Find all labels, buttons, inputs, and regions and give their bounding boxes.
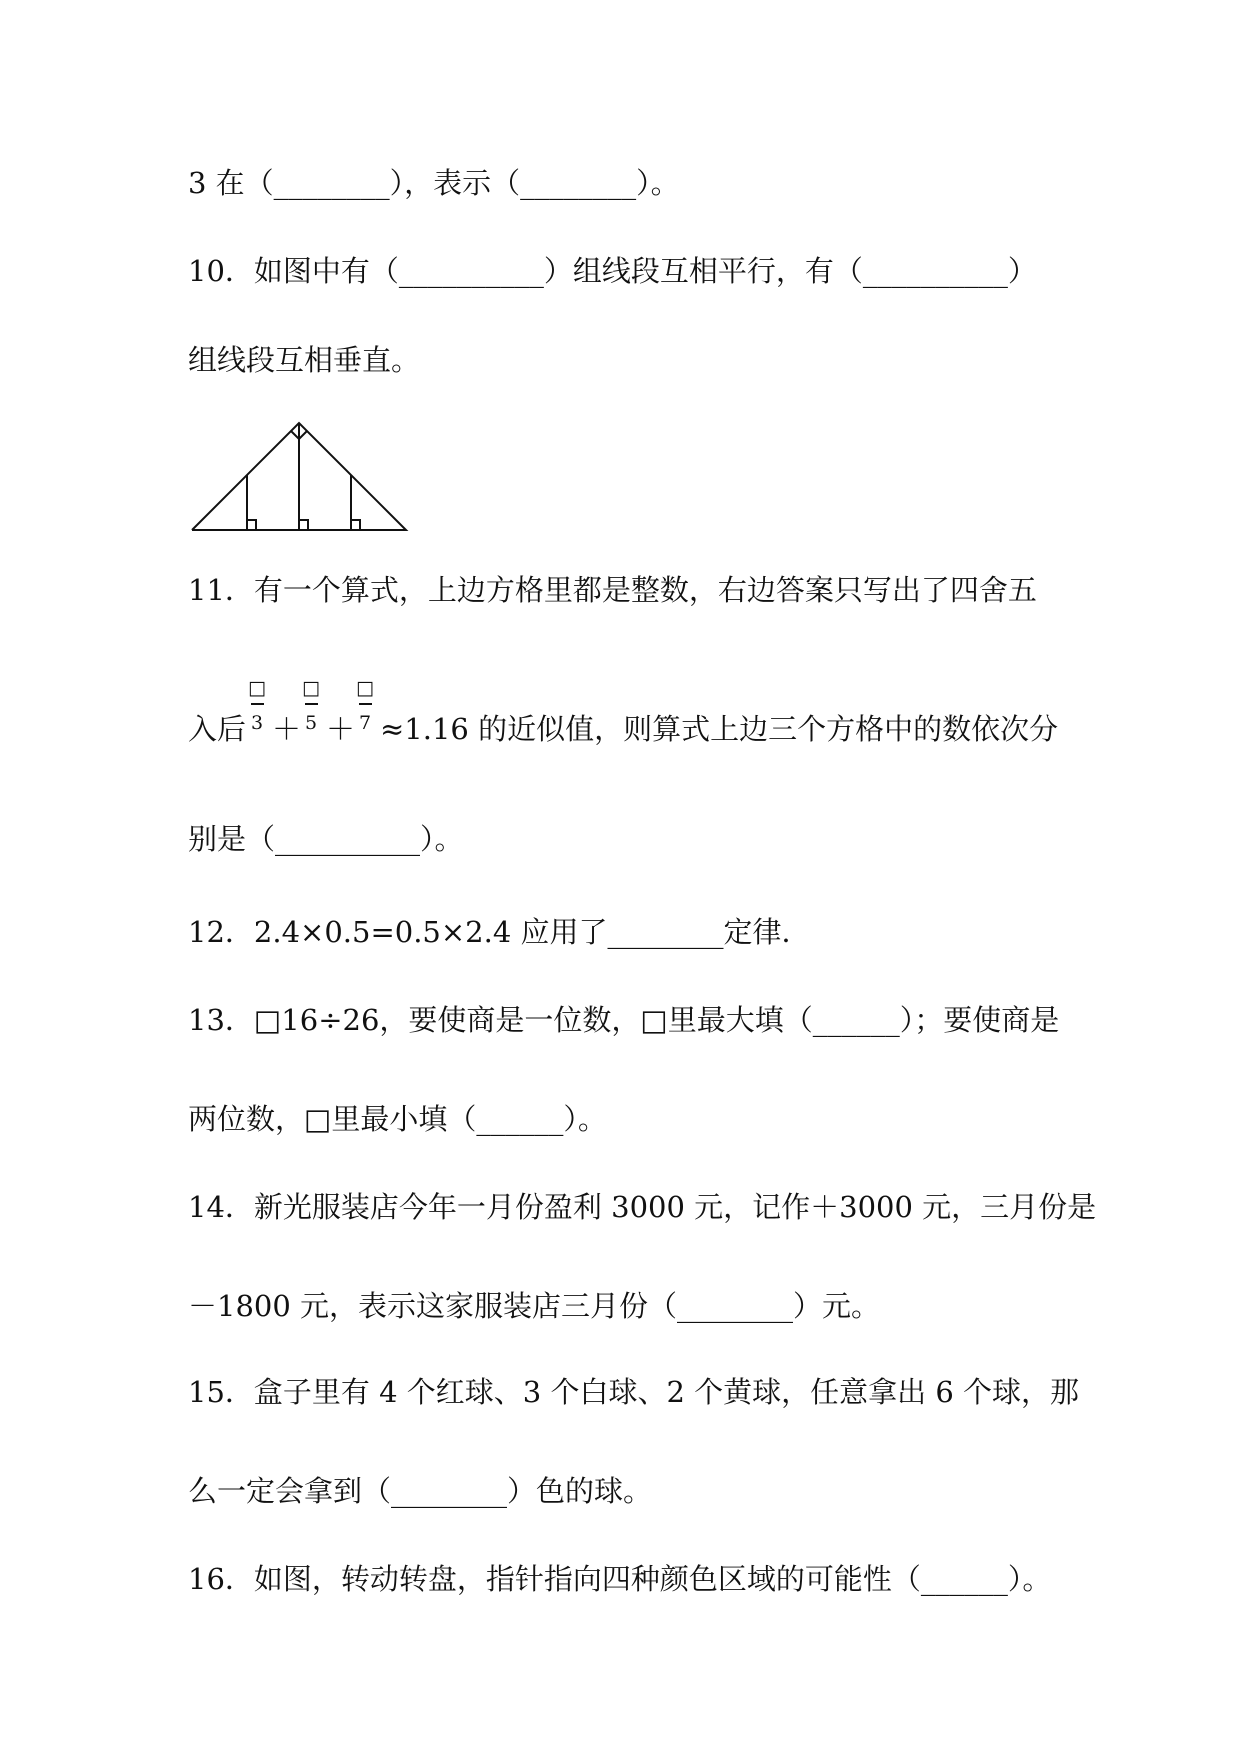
q11-lead-text: 入后	[188, 712, 247, 746]
right-angle-mark-middle	[299, 520, 308, 530]
fraction-1-denominator: 3	[250, 712, 264, 734]
plus-sign-2: ＋	[326, 712, 356, 746]
fraction-3-bar	[359, 703, 372, 705]
fraction-1-numerator: □	[248, 677, 266, 699]
q16-line: 16．如图，转动转盘，指针指向四种颜色区域的可能性（______）。	[188, 1562, 1052, 1596]
q11-line1: 11．有一个算式，上边方格里都是整数，右边答案只写出了四舍五	[188, 573, 1037, 607]
q10-line2: 组线段互相垂直。	[188, 343, 421, 377]
q14-line2: －1800 元，表示这家服装店三月份（________）元。	[188, 1289, 881, 1323]
fraction-2-denominator: 5	[304, 712, 318, 734]
q15-line1: 15．盒子里有 4 个红球、3 个白球、2 个黄球，任意拿出 6 个球，那	[188, 1375, 1080, 1409]
q9-continuation: 3 在（________），表示（________）。	[188, 166, 680, 200]
fraction-3-numerator: □	[356, 677, 374, 699]
q11-result-text: ≈1.16 的近似值，则算式上边三个方格中的数依次分	[380, 712, 1059, 746]
q14-line1: 14．新光服装店今年一月份盈利 3000 元，记作＋3000 元，三月份是	[188, 1190, 1097, 1224]
q13-line1: 13．□16÷26，要使商是一位数，□里最大填（______）；要使商是	[188, 1003, 1060, 1037]
triangle-figure	[190, 418, 410, 533]
fraction-1-bar	[251, 703, 264, 705]
q13-line2: 两位数，□里最小填（______）。	[188, 1102, 607, 1136]
plus-sign-1: ＋	[272, 712, 302, 746]
right-angle-mark-left	[247, 520, 256, 530]
right-angle-mark-right	[351, 520, 360, 530]
fraction-2-bar	[305, 703, 318, 705]
q12-line: 12．2.4×0.5=0.5×2.4 应用了________定律．	[188, 915, 811, 949]
q15-line2: 么一定会拿到（________）色的球。	[188, 1474, 653, 1508]
fraction-3-denominator: 7	[358, 712, 372, 734]
q11-line3: 别是（__________）。	[188, 822, 464, 856]
fraction-2-numerator: □	[302, 677, 320, 699]
q10-line1: 10．如图中有（__________）组线段互相平行，有（__________）	[188, 254, 1037, 288]
